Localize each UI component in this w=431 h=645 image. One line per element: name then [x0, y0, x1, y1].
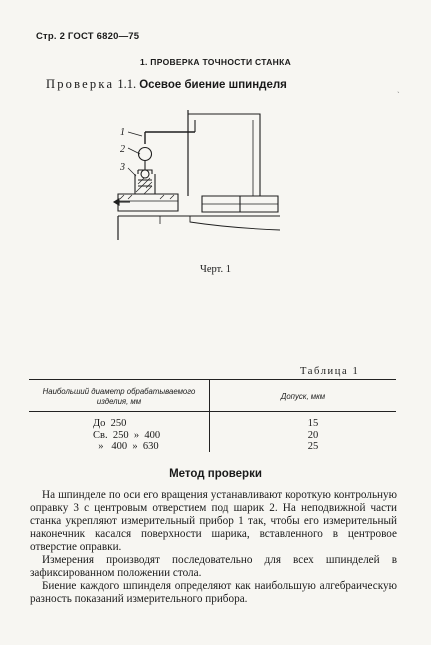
section-title: 1. ПРОВЕРКА ТОЧНОСТИ СТАНКА: [139, 57, 292, 67]
table-label: Таблица 1: [300, 366, 360, 377]
table-row: » 400 » 630: [93, 441, 159, 452]
table-diameter-column: [93, 418, 160, 453]
table-column-rule: [209, 379, 210, 452]
drawing-label-2: 2: [120, 144, 125, 155]
table-row: Св. 250 » 400: [93, 429, 161, 441]
method-paragraph-3: Биение каждого шпинделя определяют как наибольшую алгебраическую разность показаний измерительного прибора.: [30, 580, 397, 605]
table-top-rule: [29, 379, 396, 380]
table-tolerance-column: [300, 418, 326, 453]
check-heading: [46, 77, 287, 92]
table-cell-tolerance: 25: [307, 441, 319, 452]
table-cell-tolerance: 15: [307, 418, 319, 429]
method-paragraph-1: На шпинделе по оси его вращения устанавливают короткую контрольную оправку 3 с центровым отверстием под шарик 2. На неподвижной части станка укрепляют измерительный прибор 1 так, чтобы его измерительный наконечник касался поверхности шарика, вставленного в центровое отверстие оправки.: [30, 489, 397, 553]
method-text: [30, 489, 397, 606]
check-word: Проверка: [46, 77, 115, 91]
drawing-label-3: 3: [120, 162, 125, 173]
check-title: Осевое биение шпинделя: [139, 79, 287, 91]
check-number: 1.1.: [117, 77, 137, 91]
table-header-tolerance: Допуск, мкм: [280, 392, 326, 401]
margin-mark: ˏ: [397, 84, 400, 93]
table-row: До 250: [93, 418, 127, 429]
figure-caption: Черт. 1: [200, 264, 231, 275]
page-header: Стр. 2 ГОСТ 6820—75: [36, 31, 140, 42]
table-header-diameter: Наибольший диаметр обрабатываемого изделия, мм: [42, 387, 196, 406]
method-title: Метод проверки: [169, 468, 262, 480]
table-cell-tolerance: 20: [307, 429, 319, 441]
method-paragraph-2: Измерения производят последовательно для всех шпинделей в зафиксированном положении стола.: [30, 554, 397, 579]
table-header-rule: [29, 411, 396, 412]
spindle-drawing: [100, 108, 280, 240]
drawing-label-1: 1: [120, 127, 125, 138]
